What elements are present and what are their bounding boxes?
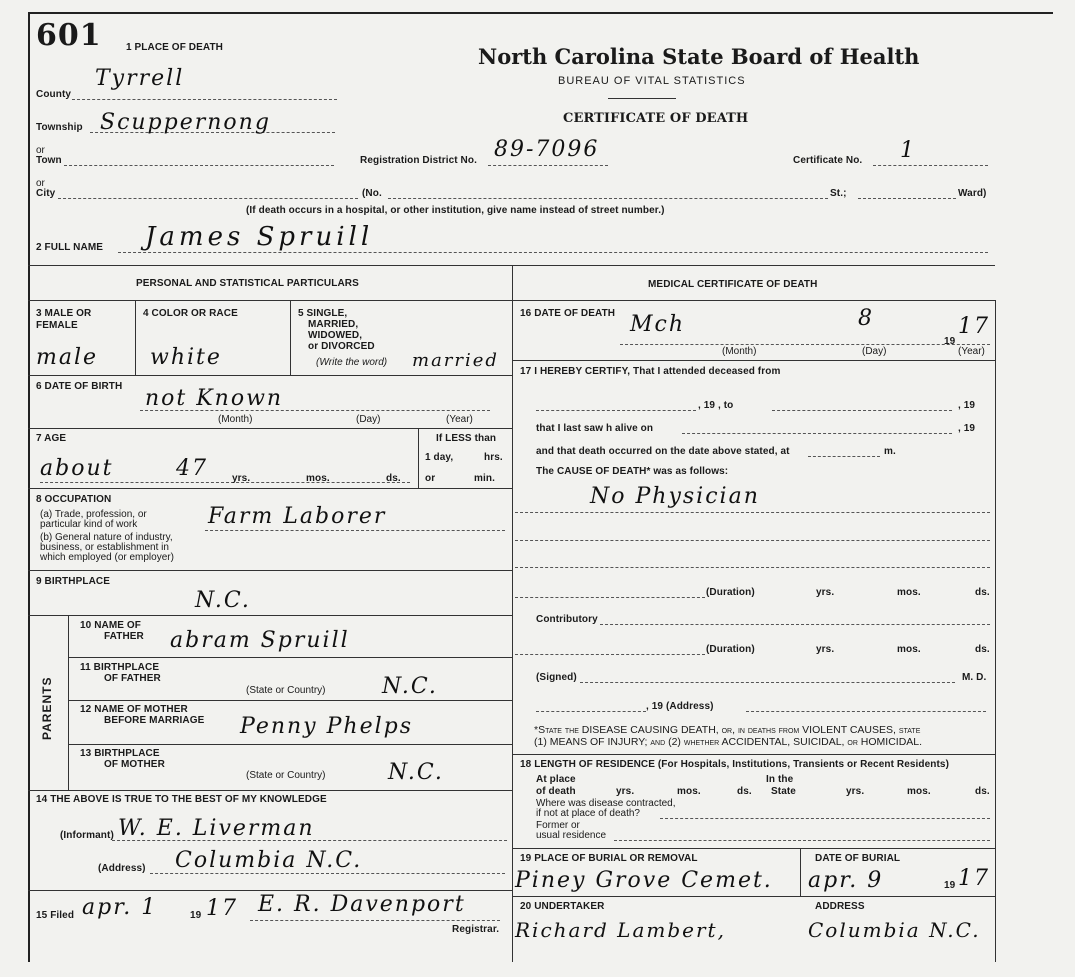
dod-line [620,344,990,345]
undertaker-address-label: ADDRESS [815,901,865,912]
contracted-line [660,818,990,819]
street-line [388,198,828,199]
or-label: or [36,178,45,189]
marital-label: 5 SINGLE, [298,308,348,319]
informant-value: W. E. Liverman [118,816,315,841]
attended-to-label: , 19 , to [698,400,734,411]
state-label: State [771,786,796,797]
informant-label: (Informant) [60,830,114,841]
in-the-label: In the [766,774,794,785]
row-rule [28,300,995,301]
duration-label: (Duration) [706,644,755,655]
occupation-help: business, or establishment in [40,542,169,553]
burial-date-label: DATE OF BURIAL [815,853,901,864]
cause-note: (1) MEANS OF INJURY; and (2) whether ACCIDENTAL, SUICIDAL, or HOMICIDAL. [534,736,923,748]
father-birthplace-value: N.C. [382,674,438,699]
knowledge-label: 14 THE ABOVE IS TRUE TO THE BEST OF MY KNOWLEDGE [36,794,327,805]
frame-right [995,300,996,962]
town-label: Town [36,155,62,166]
contributory-label: Contributory [536,614,598,625]
city-line [58,198,358,199]
or-label: or [425,473,436,484]
ward-line [858,198,956,199]
occupation-label: 8 OCCUPATION [36,494,112,505]
dob-value: not Known [145,386,284,411]
burial-year-prefix: 19 [944,880,956,891]
write-word-note: (Write the word) [316,357,388,368]
signed-label: (Signed) [536,672,577,683]
last-saw-label: that I last saw h alive on [536,423,654,434]
dod-year: 17 [958,314,990,339]
if-not-label: if not at place of death? [536,808,640,819]
city-label: City [36,188,56,199]
attended-from-line [536,410,696,411]
ds-label: ds. [975,587,990,598]
occupation-help: particular kind of work [40,519,138,530]
occupation-help: which employed (or employer) [40,552,174,563]
yrs-label: yrs. [816,644,835,655]
at-place-label: At place [536,774,576,785]
dod-month: Mch [630,312,686,337]
address-label: (Address) [98,863,146,874]
certificate-no-value: 1 [900,138,916,163]
burial-date: apr. 9 [808,868,884,893]
or-label: or [36,145,45,156]
county-line [72,99,337,100]
cell-divider [135,300,136,375]
occupation-value: Farm Laborer [208,504,387,529]
undertaker-label: 20 UNDERTAKER [520,901,605,912]
frame-left [28,12,30,962]
mother-birthplace-label: 13 BIRTHPLACE [80,748,160,759]
parents-label: PARENTS [40,676,54,740]
birthplace-value: N.C. [195,588,251,613]
hrs-label: hrs. [484,452,503,463]
mos-label: mos. [907,786,931,797]
registrar-label: Registrar. [452,924,500,935]
certificate-no-label: Certificate No. [793,155,863,166]
nineteen-label: , 19 [958,400,976,411]
yrs-label: yrs. [616,786,635,797]
certificate-title: CERTIFICATE OF DEATH [563,111,749,126]
township-value: Scuppernong [100,110,271,135]
father-value: abram Spruill [170,628,350,653]
month-caption: (Month) [722,346,757,357]
cause-line [515,597,705,598]
mos-label: mos. [306,473,330,484]
occupation-help: (a) Trade, profession, or [40,509,147,520]
burial-year: 17 [958,866,990,891]
row-rule [28,488,512,489]
filed-date: apr. 1 [82,895,158,920]
dod-day: 8 [858,306,874,331]
ds-label: ds. [975,644,990,655]
mos-label: mos. [897,644,921,655]
where-contracted-label: Where was disease contracted, [536,798,676,809]
occurred-label: and that death occurred on the date above stated, at [536,446,790,457]
row-rule [68,744,512,745]
row-rule [28,615,512,616]
ward-label: Ward) [958,188,987,199]
sex-value: male [36,345,99,370]
residence-label: 18 LENGTH OF RESIDENCE (For Hospitals, Institutions, Transients or Recent Residents) [520,759,950,770]
parents-divider [68,615,69,790]
county-label: County [36,89,72,100]
day-caption: (Day) [356,414,381,425]
md-label: M. D. [962,672,987,683]
county-value: Tyrrell [95,66,185,91]
father-label: 10 NAME OF [80,620,142,631]
marital-label: WIDOWED, [308,330,363,341]
color-label: 4 COLOR OR RACE [143,308,238,319]
cause-line [515,567,990,568]
occupation-line [205,530,505,531]
dob-label: 6 DATE OF BIRTH [36,381,123,392]
medical-address-label: , 19 (Address) [646,701,714,712]
row-rule [512,896,995,897]
father-birthplace-label: 11 BIRTHPLACE [80,662,160,673]
burial-value: Piney Grove Cemet. [515,868,773,893]
undertaker-value: Richard Lambert, [515,918,726,942]
if-less-label: If LESS than [436,433,497,444]
ds-label: ds. [386,473,401,484]
personal-heading: PERSONAL AND STATISTICAL PARTICULARS [136,278,359,289]
mother-birthplace-value: N.C. [388,760,444,785]
row-rule [512,754,995,755]
cause-note: *State the DISEASE CAUSING DEATH, or, in deaths from VIOLENT CAUSES, state [534,724,921,736]
cause-value: No Physician [590,484,760,509]
ds-label: ds. [737,786,752,797]
father-label: FATHER [104,631,144,642]
dod-year-prefix: 19 [944,336,956,347]
medical-address-line [746,711,986,712]
contributory-line [515,654,705,655]
cell-divider [800,848,801,896]
month-caption: (Month) [218,414,253,425]
signed-line [580,682,955,683]
town-line [64,165,334,166]
frame-top [28,12,1053,14]
birthplace-label: 9 BIRTHPLACE [36,576,110,587]
registrar-signature: E. R. Davenport [258,892,466,917]
cause-label: The CAUSE OF DEATH* was as follows: [536,466,729,477]
residence-line [614,840,990,841]
father-birthplace-label: OF FATHER [104,673,161,684]
mother-value: Penny Phelps [240,714,413,739]
marital-value: married [412,350,499,371]
of-death-label: of death [536,786,576,797]
street-label: St.; [830,188,847,199]
yrs-label: yrs. [816,587,835,598]
day-caption: (Day) [862,346,887,357]
dod-label: 16 DATE OF DEATH [520,308,616,319]
cell-divider [290,300,291,375]
marital-label: MARRIED, [308,319,359,330]
yrs-label: yrs. [846,786,865,797]
sex-label: 3 MALE OR [36,308,92,319]
state-country-caption: (State or Country) [246,685,326,696]
filed-year: 17 [206,896,238,921]
min-label: min. [474,473,495,484]
informant-address: Columbia N.C. [175,848,363,873]
row-rule [512,848,995,849]
column-divider [512,265,513,962]
full-name-line [118,252,988,253]
mother-label: 12 NAME OF MOTHER [80,704,188,715]
certify-label: 17 I HEREBY CERTIFY, That I attended deceased from [520,366,781,377]
filed-year-prefix: 19 [190,910,202,921]
row-rule [28,375,512,376]
mos-label: mos. [677,786,701,797]
sex-label: FEMALE [36,320,78,331]
row-rule [68,657,512,658]
township-label: Township [36,122,83,133]
color-value: white [150,345,222,370]
age-label: 7 AGE [36,433,67,444]
place-of-death-label: 1 PLACE OF DEATH [126,42,223,53]
header-rule [608,98,676,99]
row-rule [28,570,512,571]
age-prefix: about [40,456,114,481]
usual-residence-label: usual residence [536,830,607,841]
certificate-no-line [873,165,988,166]
ds-label: ds. [975,786,990,797]
contributory-line [600,624,990,625]
date-line [536,711,646,712]
board-title: North Carolina State Board of Health [478,44,920,69]
state-country-caption: (State or Country) [246,770,326,781]
street-no-label: (No. [362,188,382,199]
row-rule [68,700,512,701]
medical-heading: MEDICAL CERTIFICATE OF DEATH [648,279,818,290]
year-caption: (Year) [958,346,985,357]
bureau-name: BUREAU OF VITAL STATISTICS [558,75,746,87]
registration-line [488,165,608,166]
registration-value: 89-7096 [494,137,600,162]
marital-label: or DIVORCED [308,341,375,352]
year-caption: (Year) [446,414,473,425]
full-name-label: 2 FULL NAME [36,242,104,253]
attended-to-line [772,410,952,411]
duration-label: (Duration) [706,587,755,598]
cause-line [515,540,990,541]
row-rule [512,360,995,361]
former-label: Former or [536,820,580,831]
mother-birthplace-label: OF MOTHER [104,759,165,770]
mos-label: mos. [897,587,921,598]
m-label: m. [884,446,896,457]
filed-label: 15 Filed [36,910,75,921]
certificate-serial: 601 [36,18,102,53]
hospital-note: (If death occurs in a hospital, or other institution, give name instead of street number.) [246,205,665,216]
row-rule [28,790,512,791]
mother-label: BEFORE MARRIAGE [104,715,205,726]
row-rule [28,890,512,891]
age-value: 47 [176,456,208,481]
full-name-value: James Spruill [145,222,374,252]
registrar-line [250,920,500,921]
registration-label: Registration District No. [360,155,477,166]
cause-line [515,512,990,513]
last-saw-line [682,433,952,434]
address-line [150,873,505,874]
nineteen-label: , 19 [958,423,976,434]
age-line [40,482,410,483]
occupation-help: (b) General nature of industry, [40,532,173,543]
burial-label: 19 PLACE OF BURIAL OR REMOVAL [520,853,698,864]
undertaker-address: Columbia N.C. [808,918,981,942]
row-rule [28,428,512,429]
if-less-label: 1 day, [425,452,454,463]
occurred-line [808,456,880,457]
cell-divider [418,428,419,488]
yrs-label: yrs. [232,473,251,484]
